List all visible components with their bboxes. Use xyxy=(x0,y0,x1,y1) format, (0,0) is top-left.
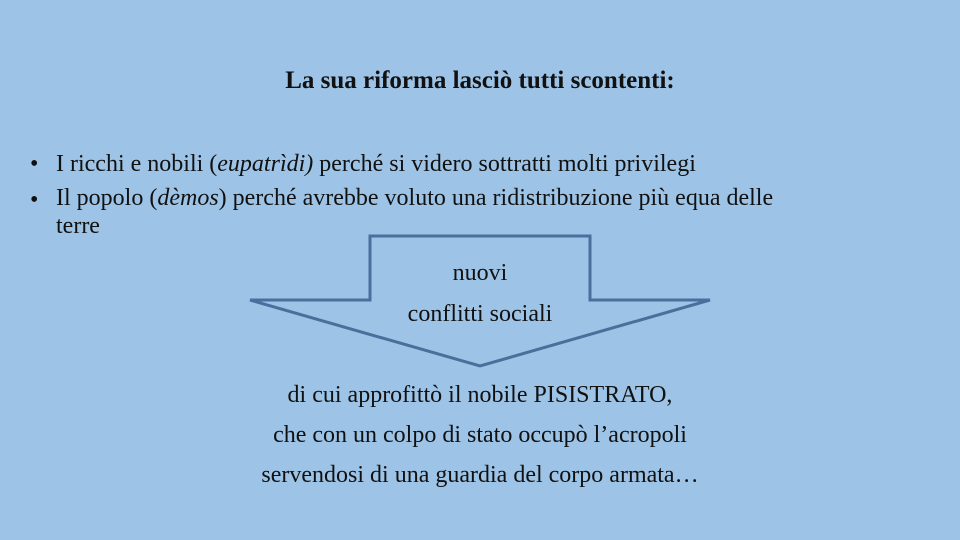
conclusion-line: servendosi di una guardia del corpo armata… xyxy=(261,462,699,488)
conclusion-line: che con un colpo di stato occupò l’acropoli xyxy=(273,422,687,448)
bullet-prefix: Il popolo ( xyxy=(56,185,158,211)
bullet-emphasis: dèmos xyxy=(157,185,219,211)
bullet-prefix: I ricchi e nobili ( xyxy=(56,151,218,177)
arrow-label-line-1: nuovi xyxy=(452,260,508,286)
bullet-continuation: terre xyxy=(56,213,100,239)
conclusion-text xyxy=(180,375,780,495)
arrow-label-line-2: conflitti sociali xyxy=(407,301,553,327)
bullet-suffix: perché si videro sottratti molti privilegi xyxy=(313,151,696,177)
bullet-suffix: ) perché avrebbe voluto una ridistribuzione più equa delle xyxy=(218,185,774,211)
slide-title: La sua riforma lasciò tutti scontenti: xyxy=(285,67,675,94)
conclusion-line: di cui approfittò il nobile PISISTRATO, xyxy=(287,382,673,408)
bullet-icon: • xyxy=(30,187,39,213)
bullet-emphasis: eupatrìdi) xyxy=(217,151,314,177)
bullet-icon: • xyxy=(30,151,39,177)
